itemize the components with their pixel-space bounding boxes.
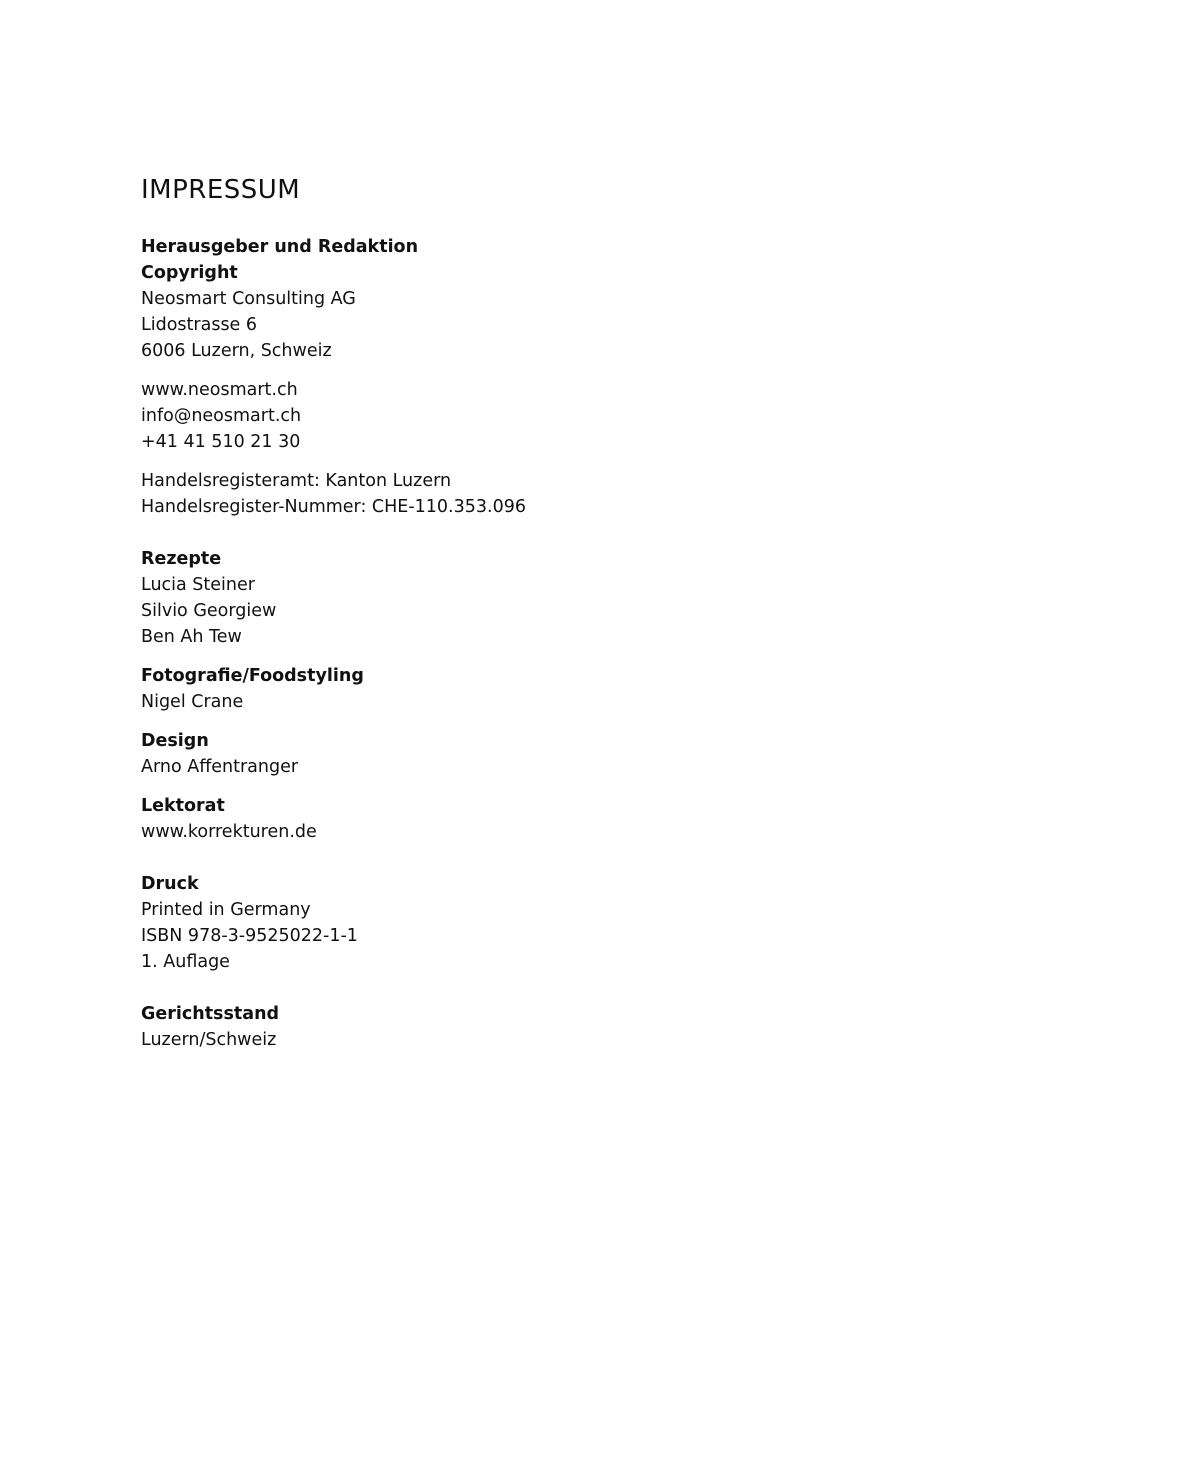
recipe-author: Ben Ah Tew bbox=[141, 627, 242, 647]
register-office: Handelsregisteramt: Kanton Luzern bbox=[141, 471, 452, 491]
company-name: Neosmart Consulting AG bbox=[141, 289, 356, 309]
lektorat-heading: Lektorat bbox=[141, 796, 225, 816]
publisher-block bbox=[141, 234, 841, 364]
phone-number: +41 41 510 21 30 bbox=[141, 432, 301, 452]
page-title: IMPRESSUM bbox=[141, 175, 301, 205]
design-heading: Design bbox=[141, 731, 209, 751]
lektorat-link[interactable]: www.korrekturen.de bbox=[141, 822, 317, 842]
city-address: 6006 Luzern, Schweiz bbox=[141, 341, 332, 361]
register-block bbox=[141, 468, 841, 520]
print-block bbox=[141, 871, 841, 975]
recipe-author: Silvio Georgiew bbox=[141, 601, 277, 621]
court-heading: Gerichtsstand bbox=[141, 1004, 280, 1024]
court-block bbox=[141, 1001, 841, 1053]
publisher-heading: Herausgeber und Redaktion bbox=[141, 237, 419, 257]
email-link[interactable]: info@neosmart.ch bbox=[141, 406, 302, 426]
lektorat-block bbox=[141, 793, 841, 845]
isbn: ISBN 978-3-9525022-1-1 bbox=[141, 926, 358, 946]
designer-name: Arno Affentranger bbox=[141, 757, 299, 777]
contact-block bbox=[141, 377, 841, 455]
recipe-author: Lucia Steiner bbox=[141, 575, 255, 595]
court-location: Luzern/Schweiz bbox=[141, 1030, 277, 1050]
print-location: Printed in Germany bbox=[141, 900, 311, 920]
edition: 1. Auflage bbox=[141, 952, 230, 972]
street-address: Lidostrasse 6 bbox=[141, 315, 258, 335]
photographer-name: Nigel Crane bbox=[141, 692, 244, 712]
photo-heading: Fotografie/Foodstyling bbox=[141, 666, 364, 686]
print-heading: Druck bbox=[141, 874, 199, 894]
copyright-heading: Copyright bbox=[141, 263, 238, 283]
website-link[interactable]: www.neosmart.ch bbox=[141, 380, 298, 400]
recipes-block bbox=[141, 546, 841, 650]
recipes-heading: Rezepte bbox=[141, 549, 222, 569]
design-block bbox=[141, 728, 841, 780]
impressum-page bbox=[141, 170, 841, 1053]
photo-block bbox=[141, 663, 841, 715]
register-number: Handelsregister-Nummer: CHE-110.353.096 bbox=[141, 497, 526, 517]
